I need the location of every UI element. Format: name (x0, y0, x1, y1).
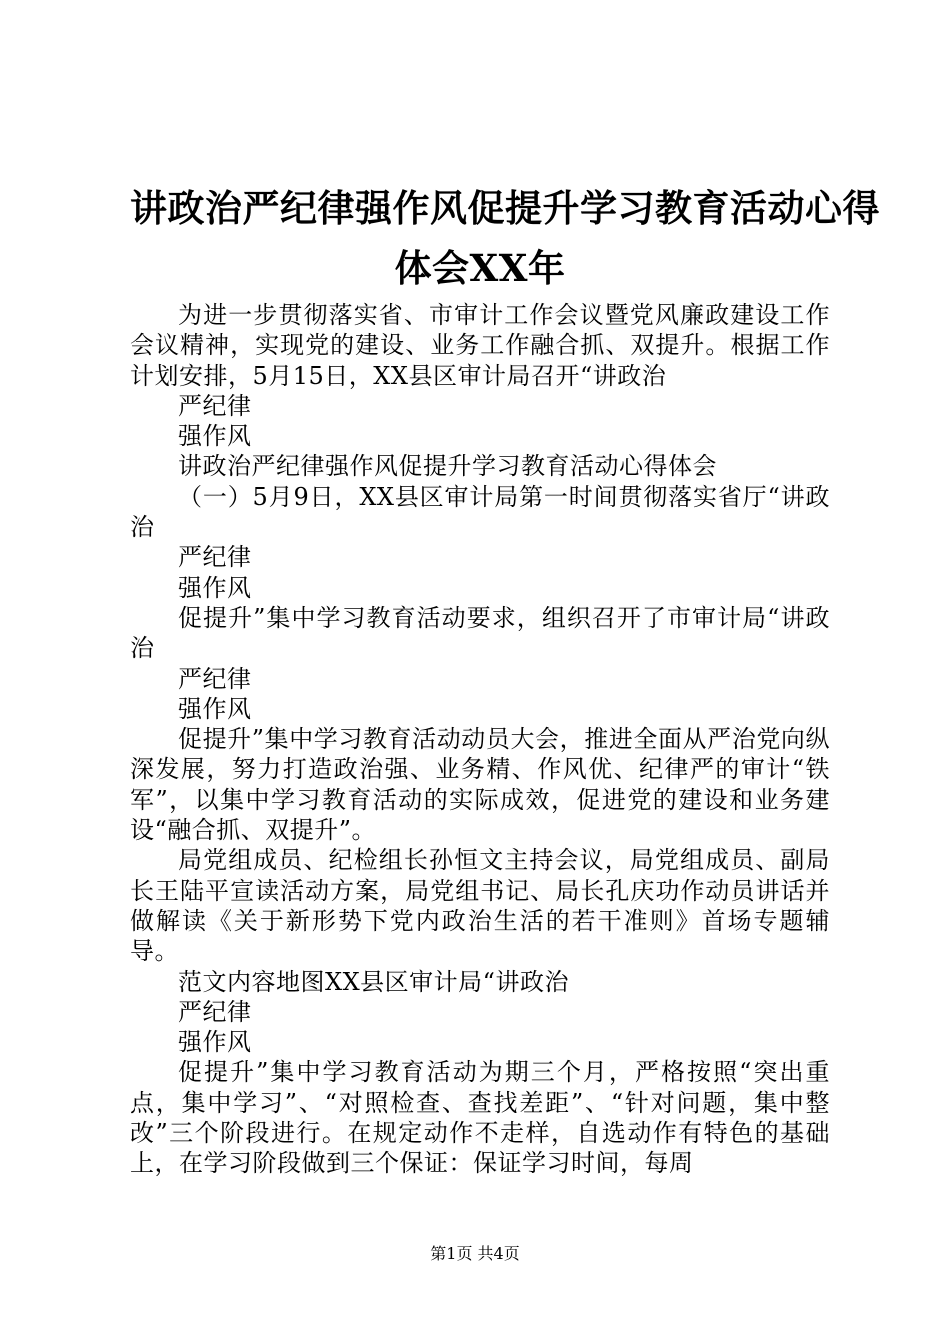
paragraph: 促提升”集中学习教育活动要求，组织召开了市审计局“讲政治 (130, 603, 830, 663)
paragraph: 强作风 (178, 573, 252, 602)
paragraph: 强作风 (178, 422, 252, 451)
paragraph: 范文内容地图XX县区审计局“讲政治 (178, 967, 569, 996)
paragraph: 局党组成员、纪检组长孙恒文主持会议，局党组成员、副局长王陆平宣读活动方案，局党组书记、局长孔庆功作动员讲话并做解读《关于新形势下党内政治生活的若干准则》首场专题辅导。 (130, 846, 830, 966)
paragraph: 严纪律 (178, 664, 252, 693)
paragraph: 促提升”集中学习教育活动动员大会，推进全面从严治党向纵深发展，努力打造政治强、业务精、作风优、纪律严的审计“铁军”，以集中学习教育活动的实际成效，促进党的建设和业务建设“融合抓、双提升”。 (130, 725, 830, 845)
document-title (130, 178, 880, 298)
document-page (130, 178, 880, 1179)
paragraph: 严纪律 (178, 543, 252, 572)
page-footer: 第1页 共4页 (430, 1244, 520, 1263)
title-line-1: 讲政治严纪律强作风促提升学习教育活动心得 (130, 186, 880, 230)
title-line-2: 体会XX年 (394, 246, 566, 290)
paragraph: 强作风 (178, 1028, 252, 1057)
paragraph: 强作风 (178, 694, 252, 723)
paragraph: 讲政治严纪律强作风促提升学习教育活动心得体会 (178, 452, 717, 481)
paragraph: 为进一步贯彻落实省、市审计工作会议暨党风廉政建设工作会议精神，实现党的建设、业务工作融合抓、双提升。根据工作计划安排，5月15日，XX县区审计局召开“讲政治 (130, 301, 830, 390)
document-body (130, 300, 830, 1179)
paragraph: 促提升”集中学习教育活动为期三个月，严格按照“突出重点，集中学习”、“对照检查、查找差距”、“针对问题，集中整改”三个阶段进行。在规定动作不走样，自选动作有特色的基础上，在学习阶段做到三个保证：保证学习时间，每周 (130, 1058, 830, 1178)
paragraph: 严纪律 (178, 997, 252, 1026)
paragraph: 严纪律 (178, 391, 252, 420)
paragraph: （一）5月9日，XX县区审计局第一时间贯彻落实省厅“讲政治 (130, 482, 830, 542)
